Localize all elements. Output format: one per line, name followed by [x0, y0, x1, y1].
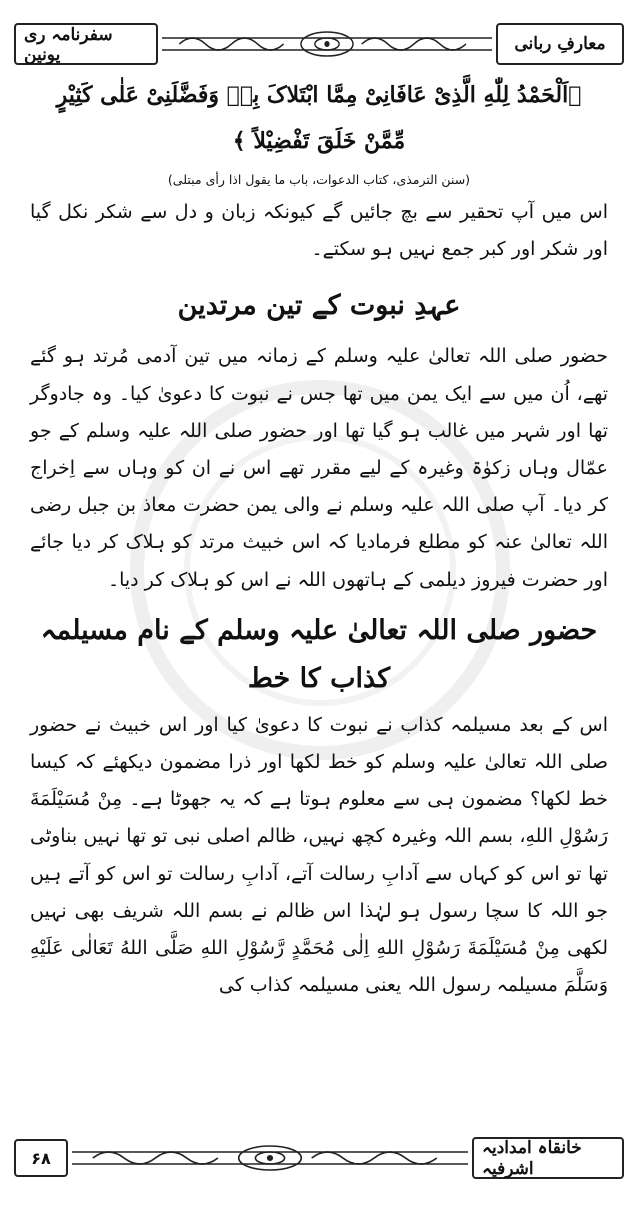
musaylimah-paragraph: اس کے بعد مسیلمہ کذاب نے نبوت کا دعویٰ کیا اور اس خبیث نے حضور صلی اللہ تعالیٰ علیہ وسلم کو خط لکھا اور ذرا مضمون دیکھئے کہ کیسا خط لکھا؟ مضمون ہی سے معلوم ہوتا ہے کہ یہ جھوٹا ہے۔ مِنْ مُسَیْلَمَةَ رَسُوْلِ اللهِ، بسم اللہ وغیرہ کچھ نہیں، ظالم اصلی نبی تو تھا نہیں بناوٹی تھا تو اس کو کہاں سے آدابِ رسالت آتے، آدابِ رسالت تو اس کو آتے ہیں جو اللہ کا سچا رسول ہو لہٰذا اس ظالم نے بسم اللہ شریف بھی نہیں لکھی مِنْ مُسَیْلَمَةَ رَسُوْلِ اللهِ اِلٰی مُحَمَّدٍ رَّسُوْلِ اللهِ صَلَّی اللهُ تَعَالٰی عَلَیْهِ وَسَلَّمَ مسیلمہ رسول اللہ یعنی مسیلمہ کذاب کی: [30, 713, 608, 997]
footer-ornament: [72, 1143, 468, 1173]
header-ornament: [162, 29, 492, 59]
page-number-box: [14, 1139, 68, 1177]
intro-paragraph: اس میں آپ تحقیر سے بچ جائیں گے کیونکہ زبان و دل سے شکر نکل گیا اور شکر اور کبر جمع نہیں ہو سکتے۔: [30, 201, 608, 261]
dua-line-2: مِّمَّنْ خَلَقَ تَفْضِیْلاً ﴾: [232, 128, 406, 154]
ornament-border-icon: [72, 1143, 468, 1173]
header-section-title: معارفِ ربانی: [514, 34, 606, 54]
page-number: ۶۸: [31, 1148, 51, 1168]
ornament-border-icon: [162, 29, 492, 59]
footer-publisher: خانقاہ امدادیہ اشرفیہ: [482, 1138, 582, 1179]
header-book-title: سفرنامہ ری یونین: [24, 24, 113, 65]
header-section-title-box: [496, 23, 624, 65]
page-content: [30, 72, 608, 1004]
section-heading-musaylimah-letter: حضور صلی اللہ تعالیٰ علیہ وسلم کے نام مسیلمہ کذاب کا خط: [40, 614, 598, 694]
page-footer: [14, 1138, 624, 1178]
dua-line-1: ﴿اَلْحَمْدُ لِلّٰهِ الَّذِیْ عَافَانِیْ مِمَّا ابْتَلاکَ بِهٖ وَفَضَّلَنِیْ عَلٰی كَثِیْرٍ: [56, 82, 582, 108]
footer-publisher-box: [472, 1137, 624, 1179]
section-heading-apostates: عہدِ نبوت کے تین مرتدین: [177, 290, 461, 322]
apostates-paragraph: حضور صلی اللہ تعالیٰ علیہ وسلم کے زمانہ میں تین آدمی مُرتد ہو گئے تھے، اُن میں سے ایک یمن میں تھا جس نے نبوت کا دعویٰ کیا۔ وہ جادوگر تھا اور شہر میں غالب ہو گیا تھا اور حضور صلی اللہ علیہ وسلم کے جو عمّال وہاں زکوٰۃ وغیرہ کے لیے مقرر تھے اس نے ان کو وہاں سے اِخراج کر دیا۔ آپ صلی اللہ علیہ وسلم نے والی یمن حضرت معاذ بن جبل رضی اللہ تعالیٰ عنہ کو مطلع فرمادیا کہ اس خبیث مرتد کو ہلاک کر دیا جائے اور حضرت فیروز دیلمی کے ہاتھوں اللہ نے اس کو ہلاک کر دیا۔: [30, 345, 608, 591]
page-header: [14, 22, 624, 66]
header-book-title-box: [14, 23, 158, 65]
dua-citation: (سنن الترمذی، كتاب الدعوات، باب ما يقول اذا رأى مبتلى): [167, 172, 471, 187]
